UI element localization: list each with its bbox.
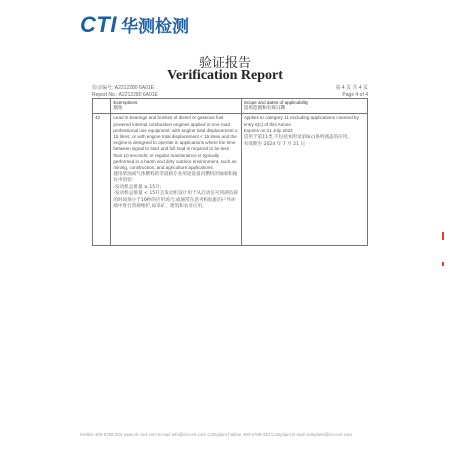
- header-scope-en: Scope and dates of applicability: [243, 100, 309, 105]
- report-number-en: Report No.: A2212280 6A01E: [92, 92, 158, 98]
- company-logo: [80, 12, 189, 38]
- page-number-block: [335, 85, 368, 99]
- exemption-para-en: Lead in bearings and bushes of diesel or gaseous fuel powered internal combustion engines applied in non-road professional use equipment: with engine total displacement ≥ 15 litres; or with engine total displacement < 15 litres and the engine is designed to operate in applications where the time between signal to start and full load is required to be less than 10 seconds; or regular maintenance is typically performed in a harsh and dirty outdoor environment, such as mining, construction, and agriculture applications.: [113, 115, 238, 171]
- report-number-cn: 验证编号: A2212280 6A01E: [92, 85, 154, 91]
- exemption-table: [92, 98, 368, 246]
- header-scope: [241, 99, 367, 114]
- row-exemption-text: [111, 114, 241, 246]
- header-scope-cn: 适用范围和有效日期: [243, 106, 286, 112]
- header-exemptions-en: Exemptions: [113, 100, 138, 105]
- logo-brand-text: CTI: [80, 12, 117, 37]
- header-number: [93, 99, 111, 114]
- scope-para-cn-2: 有效期至 2024 年 7 月 21 日: [243, 141, 306, 147]
- report-number-block: [92, 85, 158, 99]
- report-title-english: Verification Report: [167, 68, 283, 83]
- page-number-en: Page 4 of 4: [342, 92, 368, 98]
- row-number: 42: [93, 114, 111, 246]
- edge-mark-bottom: [442, 262, 444, 266]
- scope-para-en-1: Applies to category 11 excluding applications covered by entry 6(c) of this Annex.: [243, 115, 359, 127]
- page-footer: Hotline 400-6788-333 www.cti-cert.com E-mail info@cti-cert.com Complaint hotline 400-6788-333 Complaint E-mail complaint@cti-cert.com: [80, 432, 352, 437]
- report-title-chinese: 验证报告: [198, 56, 251, 71]
- exemption-para-cn-2: -发动机总排量 ≥ 15升;: [113, 184, 162, 190]
- scope-para-en-2: Expires on 21 July 2024: [243, 128, 293, 134]
- header-exemptions-cn: 豁免: [113, 106, 123, 112]
- logo-chinese-text: 华测检测: [120, 17, 189, 37]
- edge-mark-top: [442, 232, 444, 240]
- exemption-para-cn-1: 使用柴油或气体燃料的非道路专业用途设备内燃机的轴承和轴瓦中的铅:: [113, 171, 238, 183]
- header-exemptions: [111, 99, 241, 114]
- exemption-para-cn-3: -发动机总排量 < 15升且发动机设计用于从启动信号到满负荷的时间须小于10秒的应用场合;或通常在恶劣和肮脏的户外环境中进行常规维护,如采矿、建筑和农业应用。: [113, 191, 238, 209]
- page-number-cn: 第 4 页 共 4 页: [335, 85, 368, 91]
- scope-para-cn-1: 适用于第11类,不包括本附录第6(c)条所涵盖的应用。: [243, 135, 352, 141]
- table-row: [93, 114, 368, 246]
- row-scope-text: [241, 114, 367, 246]
- table-header-row: [93, 99, 368, 114]
